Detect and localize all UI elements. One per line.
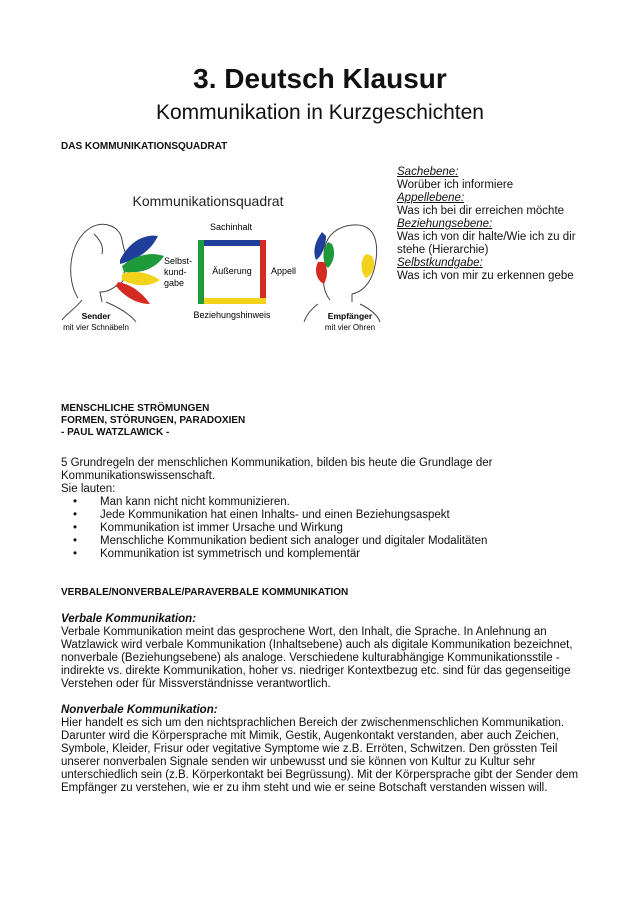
legend-selbstkundgabe-text: Was ich von mir zu erkennen gebe bbox=[397, 270, 574, 282]
kommunikationsquadrat-diagram bbox=[60, 180, 390, 340]
legend-beziehungsebene-text: Was ich von dir halte/Wie ich zu dir stehe (Hierarchie) bbox=[397, 231, 576, 256]
bullet-icon: • bbox=[73, 522, 78, 534]
list-item: • Menschliche Kommunikation bedient sich analoger und digitaler Modalitäten bbox=[73, 535, 488, 547]
list-item: • Man kann nicht nicht kommunizieren. bbox=[73, 496, 290, 508]
list-item: • Jede Kommunikation hat einen Inhalts- und einen Beziehungsaspekt bbox=[73, 509, 450, 521]
empfaenger-label: Empfänger bbox=[327, 311, 373, 321]
nonverbale-text: Hier handelt es sich um den nichtsprachlichen Bereich der zwischenmenschlichen Kommunikation. Darunter wird die Körpersprache mit Mimik, Gestik, Augenkontakt verstanden, aber auch Zeichen, Symbole, Kleider, Frisur oder vegitative Symptome wie z.B. Erröten, Schwitzen. Den grössten Teil unserer nonverbalen Signale senden wir unbewusst und sie können von Kultur zu Kultur sehr unterschiedlich sein (z.B. Körperkontakt bei Begrüssung). Mit der Körpersprache gibt der Sender dem Empfänger zu verstehen, wie er zu ihm steht und wie er seine Botschaft verstanden wissen will. bbox=[61, 717, 579, 794]
bullet-icon: • bbox=[73, 548, 78, 560]
bullet-icon: • bbox=[73, 535, 78, 547]
legend-selbstkundgabe-label: Selbstkundgabe: bbox=[397, 257, 483, 269]
heading-line-2: FORMEN, STÖRUNGEN, PARADOXIEN bbox=[61, 415, 246, 426]
empfaenger-sublabel: mit vier Ohren bbox=[324, 323, 376, 332]
bullet-icon: • bbox=[73, 509, 78, 521]
grundregeln-intro: 5 Grundregeln der menschlichen Kommunikation, bilden bis heute die Grundlage der Kommunikationswissenschaft. bbox=[61, 457, 493, 482]
legend-appellebene-label: Appellebene: bbox=[397, 192, 465, 204]
beziehungshinweis-label: Beziehungshinweis bbox=[193, 310, 271, 320]
legend-appellebene-text: Was ich bei dir erreichen möchte bbox=[397, 205, 565, 217]
verbale-text: Verbale Kommunikation meint das gesprochene Wort, den Inhalt, die Sprache. In Anlehnung an Watzlawick wird verbale Kommunikation (Inhaltsebene) auch als digitale Kommunikation bezeichnet, nonverbale (Beziehungsebene) als analoge. Verschiedene kulturabhängige Kommunikationsstile - indirekte vs. direkte Kommunikation, hoher vs. niedriger Kontextbezug etc. sind für das gegenseitige Verstehen oder für Missverständnisse verantwortlich. bbox=[61, 626, 573, 690]
selbstkundgabe-label-1: Selbst- bbox=[164, 256, 193, 266]
section-heading-verbale: VERBALE/NONVERBALE/PARAVERBALE KOMMUNIKATION bbox=[61, 587, 349, 598]
page-subtitle: Kommunikation in Kurzgeschichten bbox=[155, 101, 484, 124]
ebenen-legend bbox=[397, 166, 587, 283]
heading-line-1: MENSCHLICHE STRÖMUNGEN bbox=[61, 403, 210, 414]
section-heading-kommunikationsquadrat: DAS KOMMUNIKATIONSQUADRAT bbox=[61, 141, 228, 152]
section-heading-stroemungen bbox=[61, 403, 245, 439]
legend-beziehungsebene-label: Beziehungsebene: bbox=[397, 218, 493, 230]
nonverbale-title: Nonverbale Kommunikation: bbox=[61, 704, 218, 716]
page-title: 3. Deutsch Klausur bbox=[193, 63, 447, 94]
selbstkundgabe-label-2: kund- bbox=[164, 267, 187, 277]
appell-label: Appell bbox=[271, 266, 297, 276]
empfaenger-ears bbox=[314, 232, 374, 284]
list-item: • Kommunikation ist immer Ursache und Wirkung bbox=[73, 522, 343, 534]
diagram-title: Kommunikationsquadrat bbox=[132, 193, 284, 209]
aeusserung-label: Äußerung bbox=[212, 266, 252, 276]
sie-lauten: Sie lauten: bbox=[61, 483, 116, 495]
beak-red bbox=[116, 282, 150, 304]
selbstkundgabe-label-3: gabe bbox=[164, 278, 185, 288]
grundregeln-list bbox=[61, 496, 581, 561]
heading-line-3: - PAUL WATZLAWICK - bbox=[61, 427, 170, 438]
sender-sublabel: mit vier Schnäbeln bbox=[63, 323, 129, 332]
sachinhalt-label: Sachinhalt bbox=[209, 222, 253, 232]
sender-label: Sender bbox=[81, 311, 111, 321]
beak-yellow bbox=[122, 272, 160, 285]
legend-sachebene-text: Worüber ich informiere bbox=[397, 179, 514, 191]
ear-red bbox=[316, 262, 327, 284]
list-item: • Kommunikation ist symmetrisch und komplementär bbox=[73, 548, 361, 560]
verbale-title: Verbale Kommunikation: bbox=[61, 613, 197, 625]
legend-sachebene-label: Sachebene: bbox=[397, 166, 459, 178]
bullet-icon: • bbox=[73, 496, 78, 508]
